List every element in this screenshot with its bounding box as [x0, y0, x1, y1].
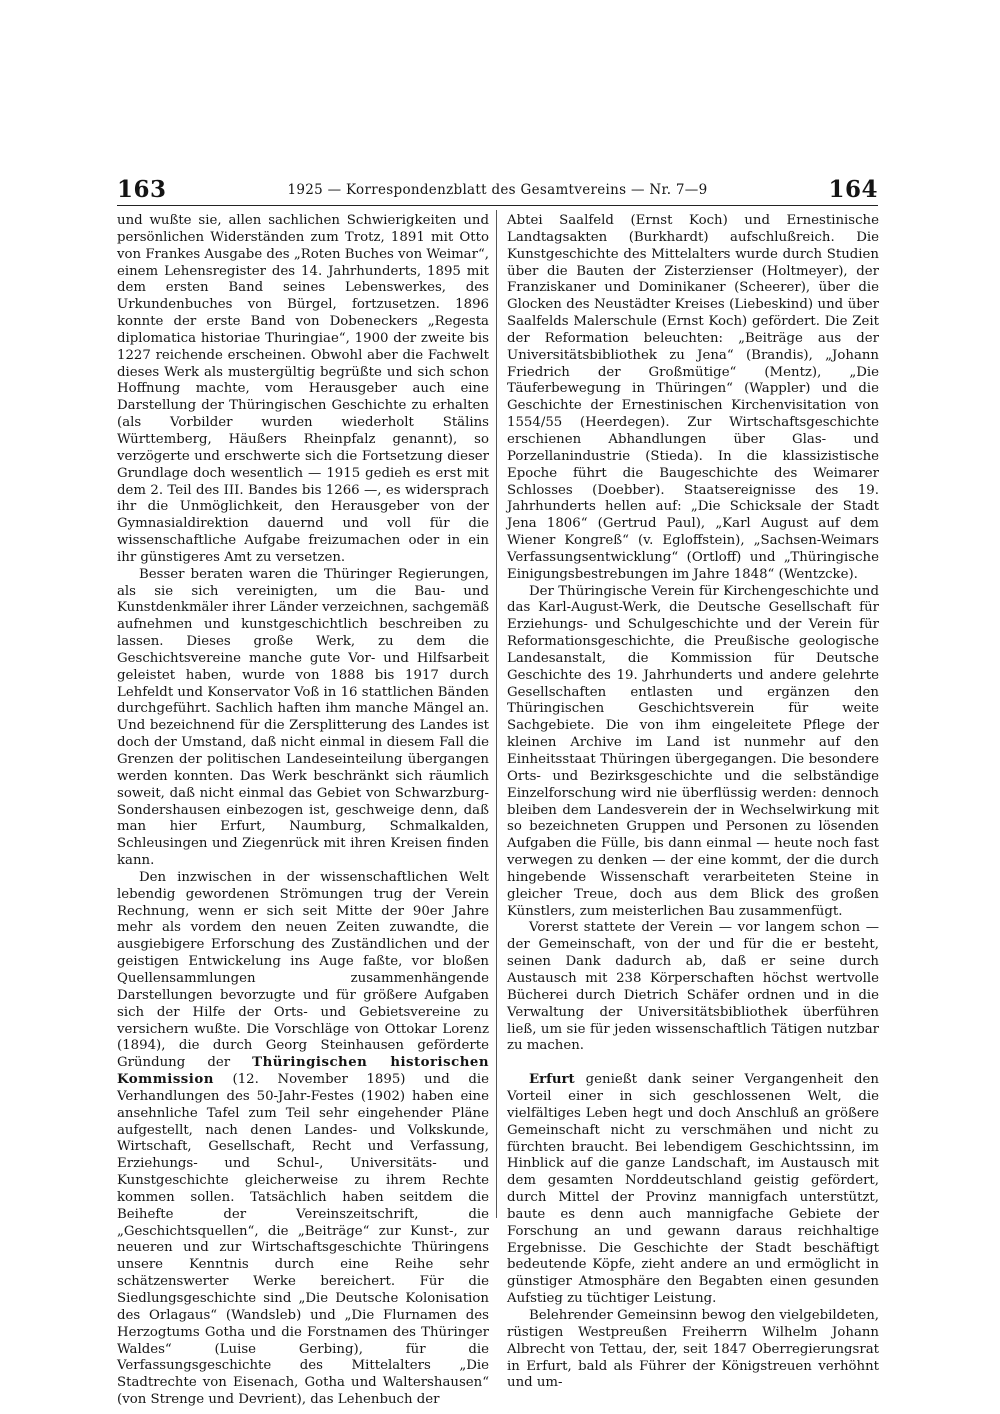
- page-number-right: 164: [828, 176, 878, 203]
- header-rule: [117, 205, 878, 206]
- paragraph: und wußte sie, allen sachlichen Schwierigkeiten und persönlichen Widerständen zum Trotz, 1891 mit Otto von Frankes Ausgabe des „Roten Buches von Weimar“, einem Lehensregister des 14. Jahrhunderts, 1895 mit dem ersten Band seines Lebenswerkes, des Urkundenbuches von Bürgel, fortzusetzen. 1896 konnte der erste Band von Dobeneckers „Regesta diplomatica historiae Thuringiae“, 1900 der zweite bis 1227 reichende erscheinen. Obwohl aber die Fachwelt dieses Werk als mustergültig begrüßte und sich schon Hoffnung machte, vom Herausgeber auch eine Darstellung der Thüringischen Geschichte zu erhalten (als Vorbilder wurden wiederholt Stälins Württemberg, Häußers Rheinpfalz genannt), so verzögerte und erschwerte sich die Fortsetzung dieser Grundlage doch wesentlich — 1915 gedieh es erst mit dem 2. Teil des III. Bandes bis 1266 —, es widersprach ihr die Unmöglichkeit, den Herausgeber von der Gymnasialdirektion dauernd und voll für die wissenschaftliche Aufgabe freizumachen oder in ein ihr günstigeres Amt zu versetzen.: [117, 213, 489, 565]
- page-number-left: 163: [117, 176, 167, 203]
- paragraph: Besser beraten waren die Thüringer Regierungen, als sie sich vereinigten, um die Bau- und Kunstdenkmäler ihrer Länder verzeichnen, sachgemäß aufnehmen und kunstgeschichtlich beschreiben zu lassen. Dieses große Werk, zu dem die Geschichtsvereine manche gute Vor- und Hilfsarbeit geleistet haben, wurde von 1888 bis 1917 durch Lehfeldt und Konservator Voß in 16 stattlichen Bänden durchgeführt. Sachlich haften ihm manche Mängel an. Und bezeichnend für die Zersplitterung des Landes ist doch der Umstand, daß nicht einmal in diesem Fall die Grenzen der politischen Landeseinteilung übergangen werden konnten. Das Werk beschränkt sich räumlich soweit, daß nicht einmal das Gebiet von Schwarzburg-Sondershausen einbezogen ist, geschweige denn, daß man hier Erfurt, Naumburg, Schmalkalden, Schleusingen und Ziegenrück mit ihren Kreisen finden kann.: [117, 566, 489, 869]
- column-divider: [496, 210, 497, 1218]
- paragraph: Abtei Saalfeld (Ernst Koch) und Ernestinische Landtagsakten (Burkhardt) aufschlußreich. Die Kunstgeschichte des Mittelalters wurde durch Studien über die Bauten der Zisterzienser (Holtmeyer), der Franziskaner und Dominikaner (Scheerer), über die Glocken des Neustädter Kreises (Liebeskind) und über Saalfelds Malerschule (Ernst Koch) gefördert. Die Zeit der Reformation beleuchten: „Beiträge aus der Universitätsbibliothek zu Jena“ (Brandis), „Johann Friedrich der Großmütige“ (Mentz), „Die Täuferbewegung in Thüringen“ (Wappler) und die Geschichte der Ernestinischen Kirchenvisitation von 1554/55 (Heerdegen). Zur Wirtschaftsgeschichte erschienen Abhandlungen über Glas- und Porzellanindustrie (Stieda). In die klassizistische Epoche führt die Baugeschichte des Weimarer Schlosses (Doebber). Staatsereignisse des 19. Jahrhunderts hellen auf: „Die Schicksale der Stadt Jena 1806“ (Gertrud Paul), „Karl August auf dem Wiener Kongreß“ (v. Egloffstein), „Sachsen-Weimars Verfassungsentwicklung“ (Ortloff) und „Thüringische Einigungsbestrebungen im Jahre 1848“ (Wentzcke).: [507, 213, 879, 582]
- paragraph: [117, 870, 489, 1409]
- paragraph-text: Den inzwischen in der wissenschaftlichen Welt lebendig gewordenen Strömungen trug der Verein Rechnung, wenn er sich seit Mitte der 90er Jahre mehr als vordem den neuen Zeiten zuwandte, die ausgiebigere Erforschung des Zuständlichen und der geistigen Entwickelung ins Auge faßte, vor bloßen Quellensammlungen zusammenhängende Darstellungen bevorzugte und für größere Aufgaben sich der Hilfe der Orts- und Gebietsvereine zu versichern wußte. Die Vorschläge von Ottokar Lorenz (1894), die durch Georg Steinhausen geförderte Gründung der: [117, 869, 489, 1071]
- emphasis-commission: Thüringischen historischen Kommission: [117, 1055, 489, 1088]
- running-title: 1925 — Korrespondenzblatt des Gesamtvereins — Nr. 7—9: [287, 182, 708, 198]
- paragraph-text: (12. November 1895) und die Verhandlungen des 50-Jahr-Festes (1902) haben eine ansehnliche Tafel zum Teil sehr eingehender Pläne aufgestellt, nach denen Landes- und Volkskunde, Wirtschaft, Gesellschaft, Recht und Verfassung, Erziehungs- und Schul-, Universitäts- und Kunstgeschichte gleicherweise zu ihrem Rechte kommen sollen. Tatsächlich haben seitdem die Beihefte der Vereinszeitschrift, die „Geschichtsquellen“, die „Beiträge“ zur Kunst-, zur neueren und zur Wirtschaftsgeschichte Thüringens unsere Kenntnis durch eine Reihe sehr schätzenswerter Werke bereichert. Für die Siedlungsgeschichte sind „Die Deutsche Kolonisation des Orlagaus“ (Wandsleb) und „Die Flurnamen des Herzogtums Gotha und die Forstnamen des Thüringer Waldes“ (Luise Gerbing), für die Verfassungsgeschichte des Mittelalters „Die Stadtrechte von Eisenach, Gotha und Waltershausen“ (von Strenge und Devrient), das Lehenbuch der: [117, 1072, 489, 1408]
- left-column: [117, 213, 489, 1409]
- page-header: [117, 176, 878, 204]
- right-column: [507, 213, 879, 1392]
- paragraph-text: genießt dank seiner Vergangenheit den Vorteil einer in sich geschlossenen Welt, die vielfältiges Leben hegt und doch Anschluß an größere Gemeinschaft nicht zu verschmähen und nicht zu fürchten braucht. Bei lebendigem Geschichtssinn, im Hinblick auf die ganze Landschaft, im Austausch mit dem gesamten Norddeutschland geistig gefördert, durch Mittel der Provinz mannigfach unterstützt, baute es denn auch mannigfache Gebiete der Forschung an und gewann daraus reichhaltige Ergebnisse. Die Geschichte der Stadt beschäftigt bedeutende Köpfe, zieht andere an und ermöglicht in günstiger Atmosphäre den Begabten einen gesunden Aufstieg zu tüchtiger Leistung.: [507, 1072, 879, 1307]
- section-head-erfurt: Erfurt: [529, 1072, 575, 1088]
- paragraph: Der Thüringische Verein für Kirchengeschichte und das Karl-August-Werk, die Deutsche Gesellschaft für Erziehungs- und Schulgeschichte und der Verein für Reformationsgeschichte, die Preußische geologische Landesanstalt, die Kommission für Deutsche Geschichte des 19. Jahrhunderts und andere gelehrte Gesellschaften entlasten und ergänzen den Thüringischen Geschichtsverein für weite Sachgebiete. Die von ihm eingeleitete Pflege der kleinen Archive im Land ist nunmehr auf den Einheitsstaat Thüringen übergegangen. Die besondere Orts- und Bezirksgeschichte und die selbständige Einzelforschung wird nie überflüssig werden: dennoch bleiben dem Landesverein der in Wechselwirkung mit so bezeichneten Gruppen und Personen zu lösenden Aufgaben die Fülle, bis dann einmal — heute noch fast verwegen zu denken — der eine kommt, der die durch hingebende Wissenschaft verarbeiteten Steine in gleicher Treue, doch aus dem Blick des großen Künstlers, zum meisterlichen Bau zusammenfügt.: [507, 583, 879, 919]
- paragraph: Belehrender Gemeinsinn bewog den vielgebildeten, rüstigen Westpreußen Freiherrn Wilhelm Johann Albrecht von Tettau, der, seit 1847 Oberregierungsrat in Erfurt, bald als Führer der Königstreuen verhöhnt und um-: [507, 1308, 879, 1391]
- paragraph: [507, 1072, 879, 1308]
- paragraph: Vorerst stattete der Verein — vor langem schon — der Gemeinschaft, von der und für die er besteht, seinen Dank dadurch ab, daß er seine durch Austausch mit 238 Körperschaften höchst wertvolle Bücherei durch Dietrich Schäfer ordnen und in die Verwaltung der Universitätsbibliothek überführen ließ, um sie für jeden wissenschaftlich Tätigen nutzbar zu machen.: [507, 920, 879, 1054]
